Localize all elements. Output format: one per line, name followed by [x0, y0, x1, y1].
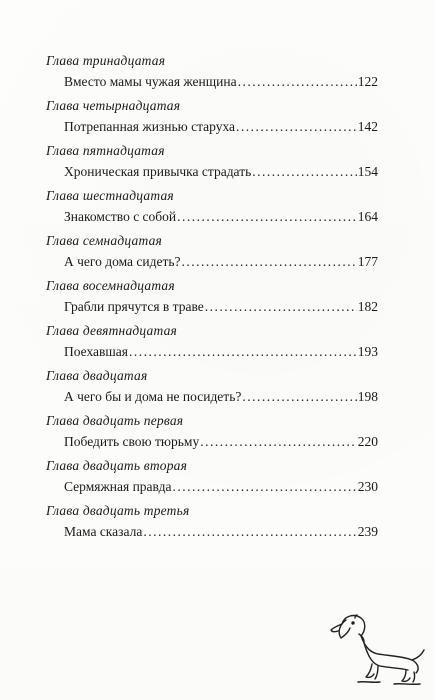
dot-leader [242, 388, 356, 405]
chapter-title: А чего дома сидеть? [64, 254, 181, 269]
page-number: 164 [357, 209, 378, 224]
dot-leader [238, 73, 357, 90]
toc-entry [46, 412, 378, 457]
toc-entry [46, 457, 378, 502]
toc-entry [46, 322, 378, 367]
chapter-heading: Глава двадцать первая [46, 413, 184, 428]
toc-entry [46, 367, 378, 412]
page-number: 177 [357, 254, 378, 269]
dot-leader [172, 478, 356, 495]
chapter-heading: Глава двадцать вторая [46, 458, 188, 473]
page-number: 182 [357, 299, 378, 314]
chapter-title: Хроническая привычка страдать [64, 164, 252, 179]
toc-entry [46, 142, 378, 187]
toc-line [64, 73, 378, 90]
toc-line [64, 343, 378, 360]
toc-entry [46, 52, 378, 97]
page-number: 239 [357, 524, 378, 539]
toc-line [64, 298, 378, 315]
chapter-title: Грабли прячутся в траве [64, 299, 204, 314]
chapter-title: Сермяжная правда [64, 479, 172, 494]
toc-entry [46, 232, 378, 277]
dot-leader [252, 163, 356, 180]
page-number: 230 [357, 479, 378, 494]
chapter-heading: Глава пятнадцатая [46, 143, 165, 158]
chapter-heading: Глава шестнадцатая [46, 188, 174, 203]
dot-leader [177, 208, 357, 225]
toc-line [64, 208, 378, 225]
dot-leader [205, 298, 357, 315]
dachshund-sketch-icon [328, 606, 426, 694]
toc-entry [46, 97, 378, 142]
page-number: 198 [357, 389, 378, 404]
page-number: 142 [357, 119, 378, 134]
toc-line [64, 523, 378, 540]
chapter-heading: Глава двадцать третья [46, 503, 190, 518]
page-number: 154 [357, 164, 378, 179]
toc-entry [46, 502, 378, 547]
chapter-heading: Глава четырнадцатая [46, 98, 181, 113]
chapter-heading: Глава двадцатая [46, 368, 148, 383]
chapter-title: Победить свою тюрьму [64, 434, 200, 449]
page-number: 193 [357, 344, 378, 359]
toc-line [64, 253, 378, 270]
toc-line [64, 433, 378, 450]
chapter-heading: Глава восемнадцатая [46, 278, 175, 293]
chapter-title: Потрепанная жизнью старуха [64, 119, 236, 134]
chapter-title: Знакомство с собой [64, 209, 177, 224]
page-number: 220 [357, 434, 378, 449]
chapter-title: Мама сказала [64, 524, 143, 539]
toc-entry [46, 277, 378, 322]
toc-line [64, 478, 378, 495]
chapter-heading: Глава тринадцатая [46, 53, 166, 68]
chapter-heading: Глава девятнадцатая [46, 323, 178, 338]
dot-leader [129, 343, 357, 360]
dot-leader [143, 523, 356, 540]
toc-line [64, 163, 378, 180]
toc-line [64, 118, 378, 135]
page-number: 122 [357, 74, 378, 89]
chapter-title: Вместо мамы чужая женщина [64, 74, 237, 89]
dot-leader [236, 118, 357, 135]
toc-line [64, 388, 378, 405]
chapter-heading: Глава семнадцатая [46, 233, 163, 248]
dot-leader [182, 253, 357, 270]
table-of-contents [46, 52, 378, 547]
dot-leader [200, 433, 357, 450]
toc-entry [46, 187, 378, 232]
chapter-title: А чего бы и дома не посидеть? [64, 389, 242, 404]
chapter-title: Поехавшая [64, 344, 129, 359]
